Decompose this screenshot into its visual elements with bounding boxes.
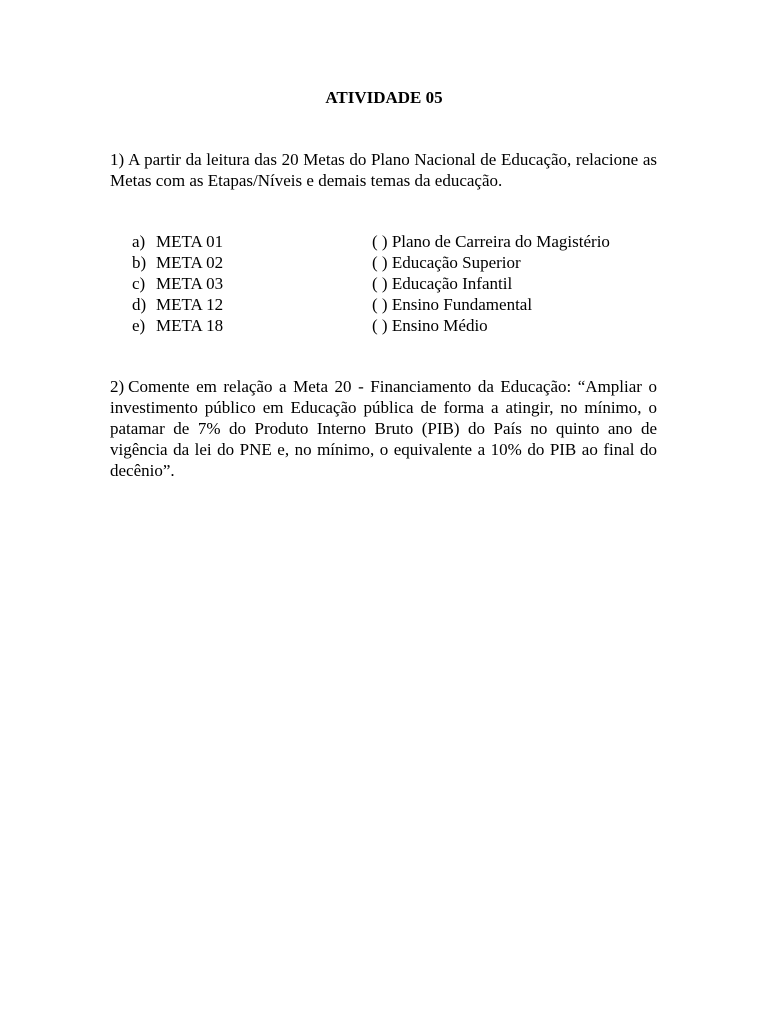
topics-list <box>372 231 610 336</box>
question-2 <box>110 376 657 481</box>
question-1-text: A partir da leitura das 20 Metas do Plano Nacional de Educação, relacione as Metas com as Etapas/Níveis e demais temas da educação. <box>110 150 657 190</box>
meta-item <box>132 231 223 252</box>
meta-item-label: META 18 <box>156 316 224 335</box>
meta-item <box>132 273 223 294</box>
meta-item <box>132 294 223 315</box>
meta-item-marker: d) <box>132 295 147 314</box>
meta-item-label: META 01 <box>156 232 224 251</box>
question-1 <box>110 149 657 191</box>
page-title: ATIVIDADE 05 <box>325 88 443 107</box>
question-1-number: 1) <box>110 150 125 169</box>
meta-item-marker: a) <box>132 232 146 251</box>
meta-item-label: META 12 <box>156 295 224 314</box>
question-2-number: 2) <box>110 377 125 396</box>
meta-item-marker: e) <box>132 316 146 335</box>
metas-list <box>132 231 223 336</box>
meta-item-marker: b) <box>132 253 147 272</box>
meta-item-label: META 02 <box>156 253 224 272</box>
topic-item: ( ) Educação Infantil <box>372 274 513 293</box>
meta-item <box>132 315 223 336</box>
meta-item-marker: c) <box>132 274 146 293</box>
meta-item-label: META 03 <box>156 274 224 293</box>
topic-item: ( ) Educação Superior <box>372 253 521 272</box>
topic-item: ( ) Ensino Médio <box>372 316 488 335</box>
question-2-text: Comente em relação a Meta 20 - Financiamento da Educação: “Ampliar o investimento público em Educação pública de forma a atingir, no mínimo, o patamar de 7% do Produto Interno Bruto (PIB) do País no quinto ano de vigência da lei do PNE e, no mínimo, o equivalente a 10% do PIB ao final do decênio”. <box>110 377 657 480</box>
topic-item: ( ) Ensino Fundamental <box>372 295 533 314</box>
topic-item: ( ) Plano de Carreira do Magistério <box>372 232 610 251</box>
meta-item <box>132 252 223 273</box>
